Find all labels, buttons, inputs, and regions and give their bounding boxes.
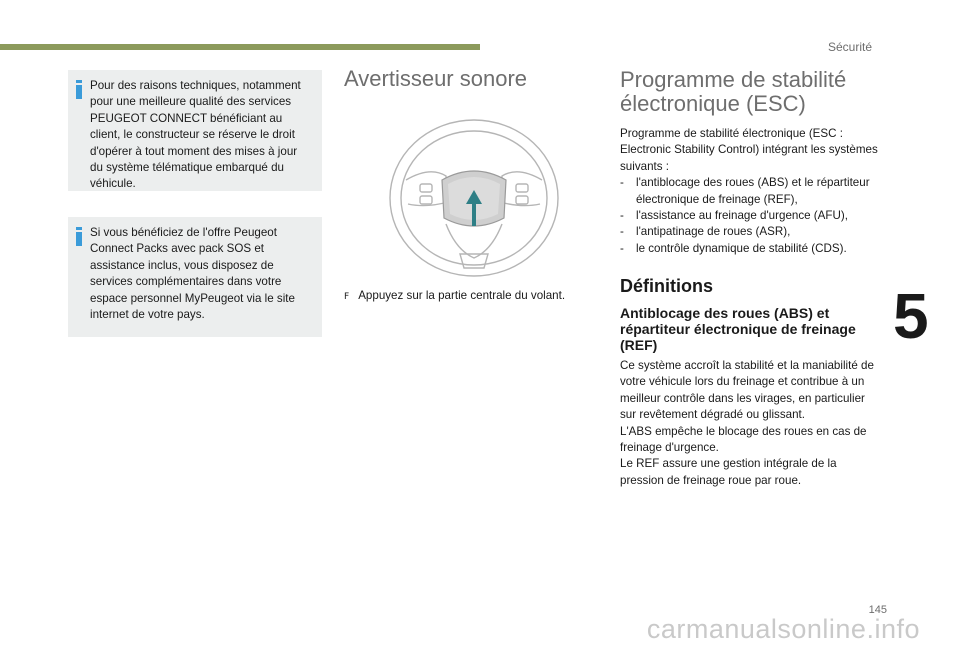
esc-intro-block xyxy=(620,126,882,257)
horn-section-title: Avertisseur sonore xyxy=(344,66,528,91)
esc-intro-text: Programme de stabilité électronique (ESC : Electronic Stability Control) intégrant les systèmes suivants : xyxy=(620,127,878,173)
header-accent-bar xyxy=(0,44,480,50)
horn-instruction-text: Appuyez sur la partie centrale du volant. xyxy=(358,289,566,302)
info-box-updates xyxy=(68,70,322,191)
abs-description xyxy=(620,358,882,489)
abs-paragraph: Ce système accroît la stabilité et la maniabilité de votre véhicule lors du freinage et contribue à un meilleur contrôle dans les virages, en particulier sur revêtement dégradé ou glissant. xyxy=(620,359,874,422)
steering-wheel-icon xyxy=(386,118,562,278)
horn-instruction xyxy=(344,288,565,305)
list-item: - l'antiblocage des roues (ABS) et le répartiteur électronique de freinage (REF), xyxy=(620,176,870,206)
abs-paragraph: L'ABS empêche le blocage des roues en cas de freinage d'urgence. xyxy=(620,424,867,455)
info-box-text: Pour des raisons techniques, notamment pour une meilleure qualité des services PEUGEOT CONNECT bénéficiant au client, le constructeur se réserve le droit d'opérer à tout moment des mises à jour du système télématique embarqué du véhicule. xyxy=(90,79,301,191)
section-label: Sécurité xyxy=(827,40,872,54)
abs-subtitle: Antiblocage des roues (ABS) et répartiteur électronique de freinage (REF) xyxy=(620,305,856,353)
page-number: 145 xyxy=(868,604,887,616)
info-box-text: Si vous bénéficiez de l'offre Peugeot Connect Packs avec pack SOS et assistance inclus, vous disposez de services complémentaires dans votre espace personnel MyPeugeot via le site internet de votre pays. xyxy=(90,226,295,322)
list-item: - l'assistance au freinage d'urgence (AFU), xyxy=(620,209,848,223)
definitions-title: Définitions xyxy=(620,276,713,296)
info-icon xyxy=(76,80,82,99)
esc-systems-list xyxy=(620,175,882,257)
chapter-number: 5 xyxy=(893,280,929,352)
list-item: - l'antipatinage de roues (ASR), xyxy=(620,225,791,239)
info-icon xyxy=(76,227,82,246)
info-box-connect-packs xyxy=(68,217,322,337)
esc-section-title: Programme de stabilité électronique (ESC) xyxy=(620,67,847,116)
bullet-marker: F xyxy=(344,292,350,302)
list-item: - le contrôle dynamique de stabilité (CDS). xyxy=(620,241,847,255)
abs-paragraph: Le REF assure une gestion intégrale de la pression de freinage roue par roue. xyxy=(620,457,837,487)
watermark: carmanualsonline.info xyxy=(646,614,920,644)
